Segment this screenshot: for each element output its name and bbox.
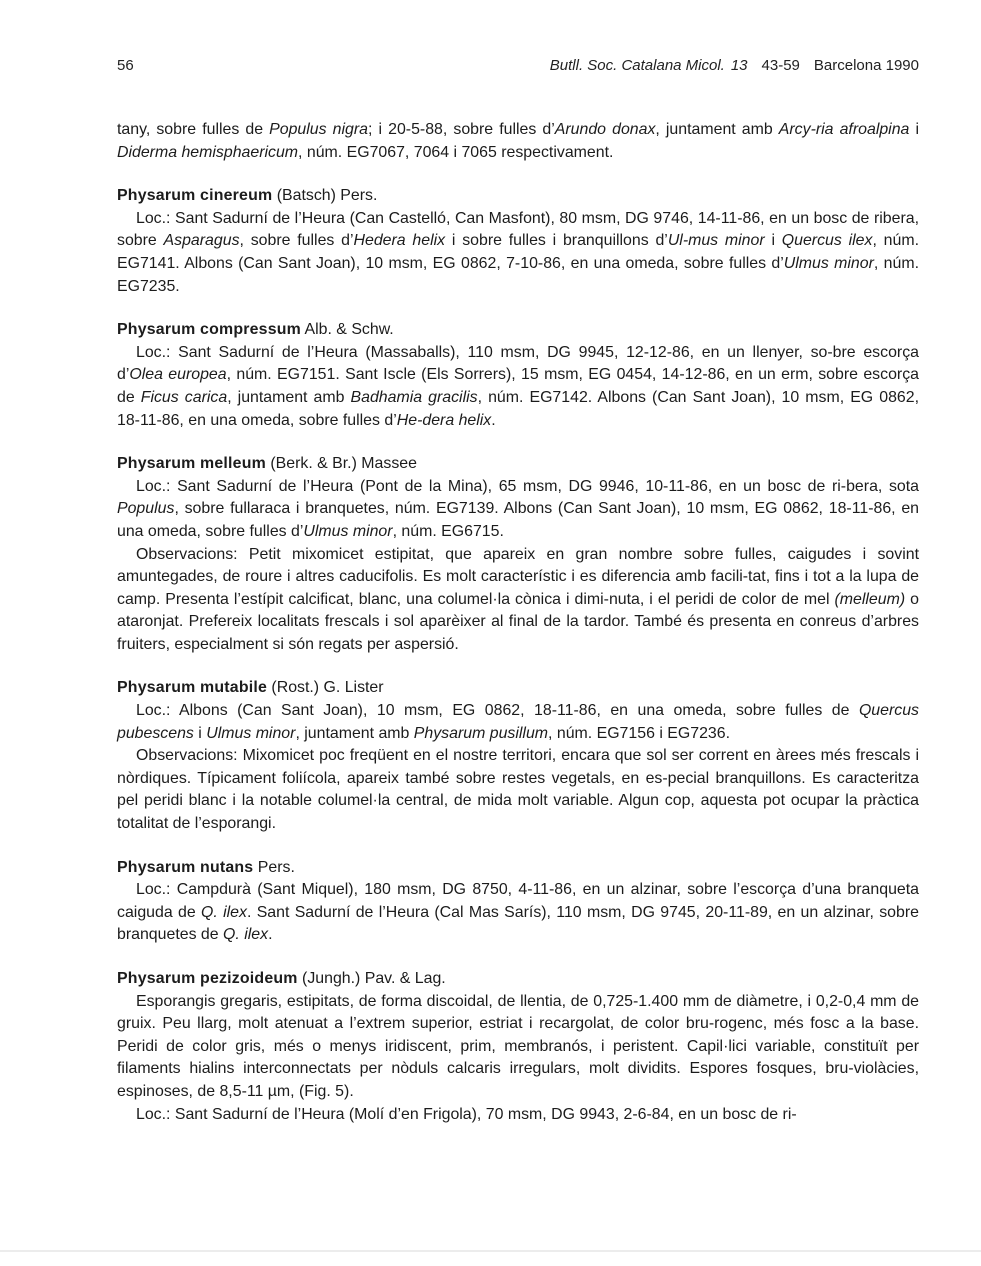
body-paragraph: Loc.: Campdurà (Sant Miquel), 180 msm, DG 8750, 4-11-86, en un alzinar, sobre l’escorça d’una branqueta caiguda de Q. ilex. Sant Sadurní de l’Heura (Cal Mas Sarís), 110 msm, DG 9745, 20-11-89, en un alzinar, sobre branquetes de Q. ilex. bbox=[117, 881, 919, 944]
species-author: (Batsch) Pers. bbox=[276, 187, 378, 205]
page-number: 56 bbox=[117, 57, 134, 74]
species-name: Physarum pezizoideum bbox=[117, 970, 298, 987]
section-gap bbox=[117, 432, 919, 453]
species-heading bbox=[117, 185, 919, 208]
species-heading bbox=[117, 968, 919, 991]
species-name: Physarum melleum bbox=[117, 455, 266, 473]
body-paragraph: Loc.: Sant Sadurní de l’Heura (Molí d’en Frigola), 70 msm, DG 9943, 2-6-84, en un bosc de ri- bbox=[136, 1105, 797, 1123]
species-heading bbox=[117, 677, 919, 700]
species-name: Physarum cinereum bbox=[117, 187, 273, 205]
journal-name: Butll. Soc. Catalana Micol. bbox=[549, 57, 725, 74]
body-paragraph: Observacions: Mixomicet poc freqüent en el nostre territori, encara que sol ser corrent en àrees més frescals i nòrdiques. Típicament foliícola, apareix també sobre restes vegetals, en es-pecial branquillons. Es caracteritza pel peridi blanc i la notable columel·la central, de mida molt variable. Algun cop, aquesta pot ocupar la pràctica totalitat de l’esporangi. bbox=[117, 747, 919, 833]
body-paragraph: tany, sobre fulles de Populus nigra; i 20-5-88, sobre fulles d’Arundo donax, juntament amb Arcy-ria afroalpina i Diderma hemisphaericum, núm. EG7067, 7064 i 7065 respectivament. bbox=[117, 121, 920, 161]
species-author: Alb. & Schw. bbox=[304, 321, 394, 339]
section-gap bbox=[117, 164, 919, 185]
species-name: Physarum nutans bbox=[117, 858, 254, 876]
journal-volume: 13 bbox=[730, 57, 748, 74]
body-paragraph: Esporangis gregaris, estipitats, de forma discoidal, de llentia, de 0,725-1.400 mm de diàmetre, i 0,2-0,4 mm de gruix. Peu llarg, molt atenuat a l’extrem superior, estriat i recargolat, de color bru-rogenc, més fosc a la base. Peridi de color gris, més o menys iridiscent, prim, membranós, i peristent. Capil·lici variable, constituït per filaments hialins interconnectats per nòduls calcaris irregulars, molt dividits. Espores fosques, bru-violàcies, espinoses, de 8,5-11 µm, (Fig. 5). bbox=[117, 992, 919, 1100]
article-body bbox=[117, 119, 919, 1126]
species-author: (Jungh.) Pav. & Lag. bbox=[302, 970, 446, 987]
section-gap bbox=[117, 947, 919, 968]
section-gap bbox=[117, 836, 919, 857]
body-paragraph: Loc.: Sant Sadurní de l’Heura (Can Castelló, Can Masfont), 80 msm, DG 9746, 14-11-86, en un bosc de ribera, sobre Asparagus, sobre fulles d’Hedera helix i sobre fulles i branquillons d’Ul-mus minor i Quercus ilex, núm. EG7141. Albons (Can Sant Joan), 10 msm, EG 0862, 7-10-86, en una omeda, sobre fulles d’Ulmus minor, núm. EG7235. bbox=[117, 209, 919, 295]
journal-pages: 43-59 bbox=[761, 57, 800, 74]
journal-place-year: Barcelona 1990 bbox=[813, 57, 919, 74]
body-paragraph: Observacions: Petit mixomicet estipitat, que apareix en gran nombre sobre fulles, caigudes i sovint amuntegades, de roure i altres caducifolis. Es molt característic i es diferencia amb facili-tat, fins i tot a la lupa de camp. Presenta l’estípit calcificat, blanc, una columel·la cònica i dimi-nuta, i el peridi de color de mel (melleum) o ataronjat. Prefereix localitats frescals i sol aparèixer al final de la tardor. També és presenta en conreus d’arbres fruiters, especialment si són regats per aspersió. bbox=[117, 545, 919, 653]
section-gap bbox=[117, 656, 919, 677]
species-author: (Rost.) G. Lister bbox=[271, 679, 384, 697]
body-paragraph: Loc.: Sant Sadurní de l’Heura (Pont de la Mina), 65 msm, DG 9946, 10-11-86, en un bosc de ri-bera, sota Populus, sobre fullaraca i branquetes, núm. EG7139. Albons (Can Sant Joan), 10 msm, EG 0862, 18-11-86, en una omeda, sobre fulles d’Ulmus minor, núm. EG6715. bbox=[117, 477, 919, 540]
section-gap bbox=[117, 298, 919, 319]
species-heading bbox=[117, 857, 919, 880]
species-author: Pers. bbox=[257, 858, 295, 876]
body-paragraph: Loc.: Albons (Can Sant Joan), 10 msm, EG 0862, 18-11-86, en una omeda, sobre fulles de Quercus pubescens i Ulmus minor, juntament amb Physarum pusillum, núm. EG7156 i EG7236. bbox=[117, 702, 919, 742]
page-edge bbox=[0, 1250, 981, 1252]
species-name: Physarum compressum bbox=[117, 321, 301, 339]
journal-citation bbox=[550, 57, 919, 74]
species-author: (Berk. & Br.) Massee bbox=[270, 455, 417, 473]
running-header bbox=[117, 57, 919, 81]
species-heading bbox=[117, 453, 919, 476]
body-paragraph: Loc.: Sant Sadurní de l’Heura (Massaballs), 110 msm, DG 9945, 12-12-86, en un llenyer, so-bre escorça d’Olea europea, núm. EG7151. Sant Iscle (Els Sorrers), 15 msm, EG 0454, 14-12-86, en un erm, sobre escorça de Ficus carica, juntament amb Badhamia gracilis, núm. EG7142. Albons (Can Sant Joan), 10 msm, EG 0862, 18-11-86, en una omeda, sobre fulles d’He-dera helix. bbox=[117, 343, 920, 429]
species-heading bbox=[117, 319, 919, 342]
species-name: Physarum mutabile bbox=[117, 679, 267, 697]
